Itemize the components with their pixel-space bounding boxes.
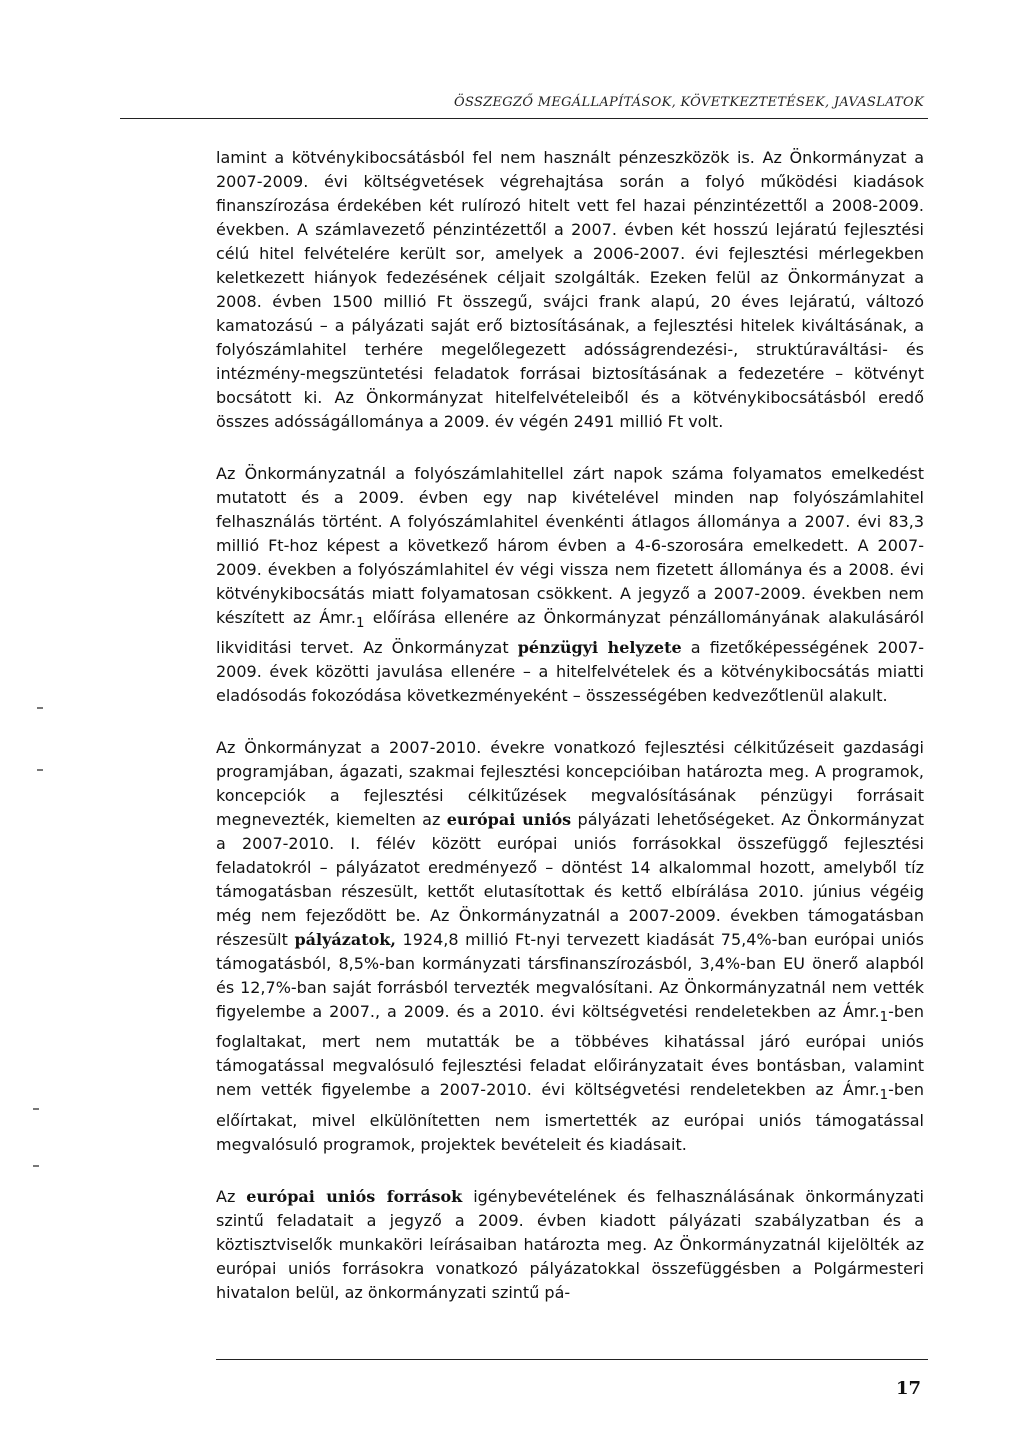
scan-mark [37,769,43,771]
scan-mark [37,707,43,709]
footer-rule [216,1359,928,1360]
paragraph-text: Az Önkormányzat a 2007-2010. évekre vonatkozó fejlesztési célkitűzéseit gazdasági programjában, ágazati, szakmai fejlesztési koncepcióiban határozta meg. A programok, koncepciók a fejlesztési célkitűzések megvalósításának pénzügyi forrásait megnevezték, kiemelten az [216,738,924,830]
paragraph-text: -ben foglaltakat, mert nem mutatták be a többéves kihatással járó európai uniós támogatással megvalósuló fejlesztési feladat előirányzatait éves bontásban, valamint nem vették figyelembe a 2007-2010. évi költségvetési rendeletekben az Ámr. [216,1002,924,1100]
running-header: ÖSSZEGZŐ MEGÁLLAPÍTÁSOK, KÖVETKEZTETÉSEK, JAVASLATOK [454,95,924,110]
paragraph-text: igénybevételének és felhasználásának önkormányzati szintű feladatait a jegyző a 2009. évben kiadott pályázati szabályzatban és a köztisztviselők munkaköri leírásaiban határozta meg. Az Önkormányzatnál kijelölték az európai uniós forrásokra vonatkozó pályázatokkal összefüggésben a Polgármesteri hivatalon belül, az önkormányzati szintű pá- [216,1186,925,1302]
paragraph-text: pályázati lehetőségeket. Az Önkormányzat a 2007-2010. I. félév között európai uniós forrásokkal összefüggő fejlesztési feladatokról – pályázatot eredményező – döntést 14 alkalommal hozott, amelyből tíz támogatásban részesült, kettőt elutasítottak és kettő elbírálása 2010. június végéig még nem fejeződött be. Az Önkormányzatnál a 2007-2009. években támogatásban részesült [216,810,924,950]
subscript: 1 [879,1088,889,1104]
paragraph-4 [216,1185,924,1305]
paragraph-3 [216,736,924,1156]
header-rule [120,118,928,119]
bold-term: pályázatok, [294,930,396,950]
scan-mark [33,1108,39,1110]
page-number: 17 [895,1378,921,1399]
scan-mark [33,1165,39,1167]
paragraph-text: 1924,8 millió Ft-nyi tervezett kiadását 75,4%-ban európai uniós támogatásból, 8,5%-ban kormányzati társfinanszírozásból, 3,4%-ban EU önerő alapból és 12,7%-ban saját forrásból tervezték megvalósítani. Az Önkormányzatnál nem vették figyelembe a 2007., a 2009. és a 2010. évi költségvetési rendeletekben az Ámr. [216,930,924,1022]
paragraph-text: -ben előírtakat, mivel elkülönítetten nem ismertették az európai uniós támogatással megvalósuló programok, projektek bevételeit és kiadásait. [216,1080,924,1154]
paragraph-1 [216,146,924,434]
paragraph-text: előírása ellenére az Önkormányzat pénzállományának alakulásáról likviditási tervet. Az Önkormányzat [216,608,925,658]
paragraph-text: Az Önkormányzatnál a folyószámlahitellel zárt napok száma folyamatos emelkedést mutatott és a 2009. évben egy nap kivételével minden nap folyószámlahitel felhasználás történt. A folyószámlahitel évenkénti átlagos állománya a 2007. évi 83,3 millió Ft-hoz képest a következő három évben a 4-6-szorosára emelkedett. A 2007-2009. években a folyószámlahitel év végi vissza nem fizetett állománya és a 2008. évi kötvénykibocsátás miatt folyamatosan csökkent. A jegyző a 2007-2009. években nem készített az Ámr. [216,464,924,627]
bold-term: európai uniós források [246,1186,463,1206]
body-text [216,146,924,1305]
bold-term: európai uniós [446,810,572,830]
bold-term: pénzügyi helyzete [517,638,682,658]
paragraph-2 [216,462,924,708]
paragraph-text: Az [216,1186,247,1206]
paragraph-text: a fizetőképességének 2007-2009. évek közötti javulása ellenére – a hitelfelvételek és a kötvénykibocsátás miatti eladósodás fokozódása következményeként – összességében kedvezőtlenül alakult. [216,638,925,706]
paragraph-text: lamint a kötvénykibocsátásból fel nem használt pénzeszközök is. Az Önkormányzat a 2007-2009. évi költségvetések végrehajtása során a folyó működési kiadások finanszírozása érdekében két rulírozó hitelt vett fel hazai pénzintézettől a 2008-2009. években. A számlavezető pénzintézettől a 2007. évben két hosszú lejáratú fejlesztési célú hitel felvételére került sor, amelyek a 2006-2007. évi fejlesztési mérlegekben keletkezett hiányok fedezésének céljait szolgálták. Ezeken felül az Önkormányzat a 2008. évben 1500 millió Ft összegű, svájci frank alapú, 20 éves lejáratú, változó kamatozású – a pályázati saját erő biztosításának, a fejlesztési hitelek kiváltásának, a folyószámlahitel terhére megelőlegezett adósságrendezési-, struktúraváltási- és intézmény-megszüntetési feladatok forrásai biztosításának a fedezetére – kötvényt bocsátott ki. Az Önkormányzat hitelfelvételeiből és a kötvénykibocsátásból eredő összes adósságállománya a 2009. év végén 2491 millió Ft volt. [216,148,924,431]
subscript: 1 [879,1010,889,1026]
subscript: 1 [355,616,365,632]
